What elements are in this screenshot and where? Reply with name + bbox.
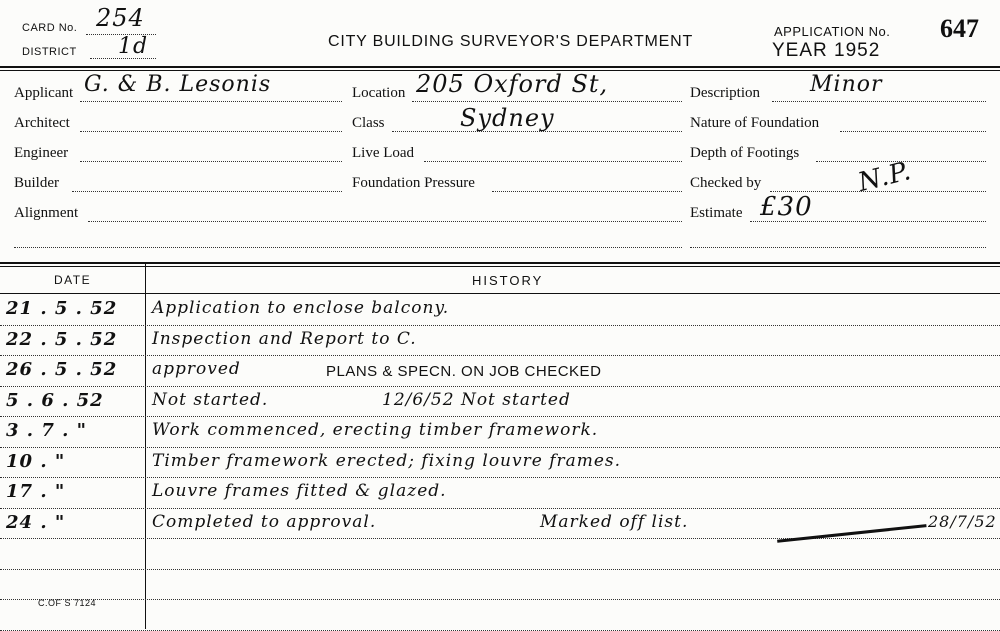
row-divider <box>0 416 1000 417</box>
location-value: 205 Oxford St, <box>416 70 609 98</box>
card-no-label: CARD No. <box>22 22 78 34</box>
history-stamp: PLANS & SPECN. ON JOB CHECKED <box>326 363 602 380</box>
application-no-value: 647 <box>940 14 979 43</box>
history-date: 3 . 7 . " <box>6 420 88 441</box>
application-no-label: APPLICATION No. <box>774 24 891 39</box>
history-date: 21 . 5 . 52 <box>6 298 118 319</box>
history-entry: Completed to approval. <box>152 512 377 532</box>
applicant-value: G. & B. Lesonis <box>84 72 272 97</box>
history-note: Marked off list. <box>540 512 689 532</box>
row-divider <box>0 386 1000 387</box>
foundation-pressure-label: Foundation Pressure <box>352 175 475 191</box>
description-label: Description <box>690 85 760 101</box>
checked-by-label: Checked by <box>690 175 762 191</box>
nature-of-foundation-label: Nature of Foundation <box>690 115 820 131</box>
builder-label: Builder <box>14 175 59 191</box>
history-date: 17 . " <box>6 481 66 502</box>
history-column-header: HISTORY <box>472 273 544 288</box>
signature-date: 28/7/52 <box>928 512 997 531</box>
row-divider <box>0 355 1000 356</box>
history-date: 22 . 5 . 52 <box>6 329 118 350</box>
architect-label: Architect <box>14 115 70 131</box>
history-entry: Timber framework erected; fixing louvre frames. <box>152 451 622 471</box>
row-divider <box>0 477 1000 478</box>
district-value: 1d <box>118 34 149 59</box>
history-entry: Work commenced, erecting timber framework. <box>152 420 599 440</box>
row-divider <box>0 599 1000 600</box>
description-value: Minor <box>810 72 883 97</box>
location-label: Location <box>352 85 406 101</box>
district-label: DISTRICT <box>22 46 77 58</box>
row-divider <box>0 569 1000 570</box>
applicant-label: Applicant <box>14 85 74 101</box>
history-entry: Louvre frames fitted & glazed. <box>152 481 447 501</box>
row-divider <box>0 325 1000 326</box>
alignment-label: Alignment <box>14 205 79 221</box>
history-date: 24 . " <box>6 512 66 533</box>
row-divider <box>0 538 1000 539</box>
estimate-label: Estimate <box>690 205 743 221</box>
history-entry: Application to enclose balcony. <box>152 298 450 318</box>
history-entry: Not started. <box>152 390 269 410</box>
history-date: 10 . " <box>6 451 66 472</box>
history-note: 12/6/52 Not started <box>382 390 571 410</box>
depth-of-footings-label: Depth of Footings <box>690 145 800 161</box>
row-divider <box>0 508 1000 509</box>
live-load-label: Live Load <box>352 145 415 161</box>
card-no-value: 254 <box>96 4 145 32</box>
year-label: YEAR 1952 <box>772 40 881 61</box>
estimate-value: £30 <box>760 192 813 222</box>
history-entry: approved <box>152 359 241 379</box>
department-title: CITY BUILDING SURVEYOR'S DEPARTMENT <box>328 33 694 50</box>
history-entry: Inspection and Report to C. <box>152 329 417 349</box>
class-value: Sydney <box>460 104 555 132</box>
form-code: C.OF S 7124 <box>38 598 97 608</box>
checked-by-value: N.P. <box>855 155 915 199</box>
row-divider <box>0 447 1000 448</box>
date-column-header: DATE <box>54 273 92 287</box>
engineer-label: Engineer <box>14 145 69 161</box>
class-label: Class <box>352 115 385 131</box>
history-date: 26 . 5 . 52 <box>6 359 118 380</box>
history-date: 5 . 6 . 52 <box>6 390 104 411</box>
